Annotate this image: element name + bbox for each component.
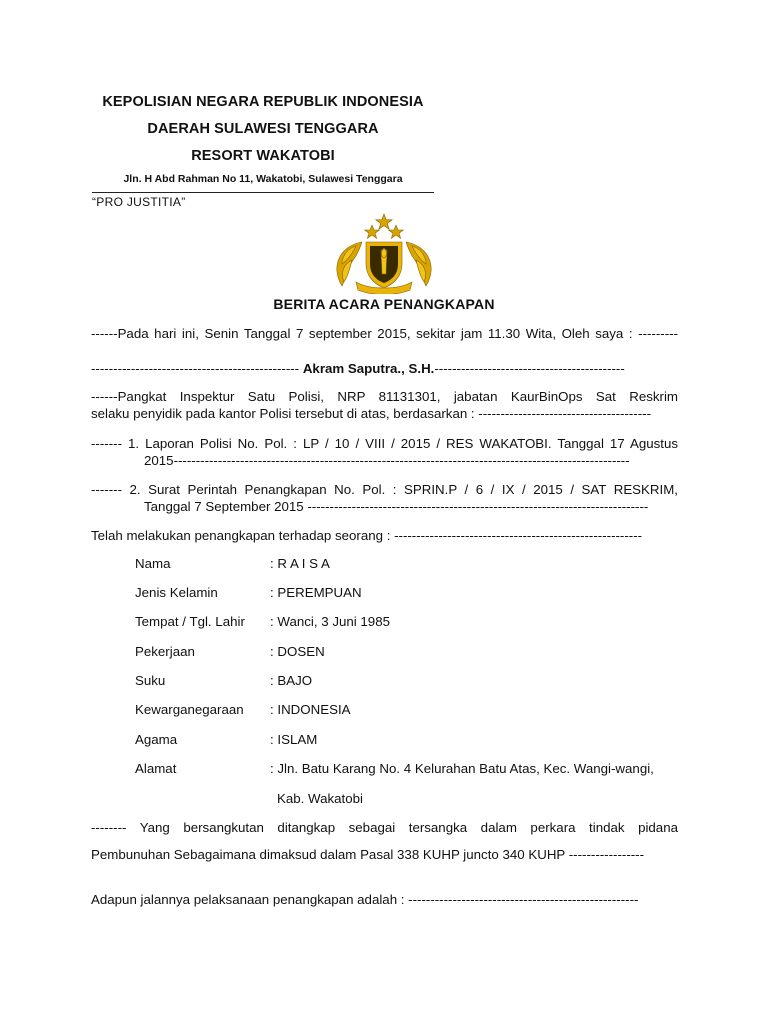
dash-filler: ----------------------------------------------- [91,361,300,376]
officer-name-text: Akram Saputra., S.H. [302,361,435,376]
field-label: Kewarganegaraan [135,702,244,717]
field-label: Pekerjaan [135,644,195,659]
field-value: : ISLAM [270,732,318,747]
header-rule [92,192,434,193]
charge-line-cont: Pembunuhan Sebagaimana dimaksud dalam Pasal 338 KUHP juncto 340 KUHP ----------------- [91,847,645,862]
address-continuation: Kab. Wakatobi [277,791,363,806]
header-region: DAERAH SULAWESI TENGGARA [147,121,379,137]
star-icon [389,225,404,238]
field-value: : Wanci, 3 Juni 1985 [270,614,390,629]
field-label: Agama [135,732,178,747]
basis-item-2: ------- 2. Surat Perintah Penangkapan No. Pol. : SPRIN.P / 6 / IX / 2015 / SAT RESKRIM, [91,482,678,497]
dash-filler: ------------------------------------------- [434,361,625,376]
police-emblem-icon [326,212,442,294]
field-label: Jenis Kelamin [135,585,218,600]
officer-name-line [91,360,678,377]
document-title: BERITA ACARA PENANGKAPAN [273,296,495,312]
basis-item-1: ------- 1. Laporan Polisi No. Pol. : LP / 10 / VIII / 2015 / RES WAKATOBI. Tanggal 17 Agustus [91,436,678,451]
field-value: : R A I S A [270,556,330,571]
field-label: Nama [135,556,171,571]
rank-line-cont: selaku penyidik pada kantor Polisi tersebut di atas, berdasarkan : --------------------------------------- [91,406,652,421]
header-institution: KEPOLISIAN NEGARA REPUBLIK INDONESIA [102,94,424,110]
field-label: Suku [135,673,166,688]
basis-item-2-cont: Tanggal 7 September 2015 ----------------------------------------------------------------------------- [144,499,649,514]
header-address: Jln. H Abd Rahman No 11, Wakatobi, Sulawesi Tenggara [123,173,403,185]
charge-line: -------- Yang bersangkutan ditangkap sebagai tersangka dalam perkara tindak pidana [91,820,678,835]
star-icon [376,214,392,229]
header-resort: RESORT WAKATOBI [191,148,335,164]
field-value: : BAJO [270,673,313,688]
field-value: : DOSEN [270,644,325,659]
field-value: : PEREMPUAN [270,585,362,600]
field-label: Alamat [135,761,177,776]
field-value: : Jln. Batu Karang No. 4 Kelurahan Batu Atas, Kec. Wangi-wangi, [270,761,654,776]
basis-item-1-cont: 2015------------------------------------------------------------------------------------------------------- [144,453,630,468]
rank-line: ------Pangkat Inspektur Satu Polisi, NRP 81131301, jabatan KaurBinOps Sat Reskrim [91,389,678,404]
arrest-line: Telah melakukan penangkapan terhadap seorang : -------------------------------------------------------- [91,528,643,543]
closing-line: Adapun jalannya pelaksanaan penangkapan adalah : ---------------------------------------------------- [91,892,639,907]
star-icon [365,225,380,238]
pro-justitia: “PRO JUSTITIA” [92,195,186,209]
field-label: Tempat / Tgl. Lahir [135,614,245,629]
field-value: : INDONESIA [270,702,351,717]
intro-line: ------Pada hari ini, Senin Tanggal 7 september 2015, sekitar jam 11.30 Wita, Oleh saya : --------- [91,326,678,341]
